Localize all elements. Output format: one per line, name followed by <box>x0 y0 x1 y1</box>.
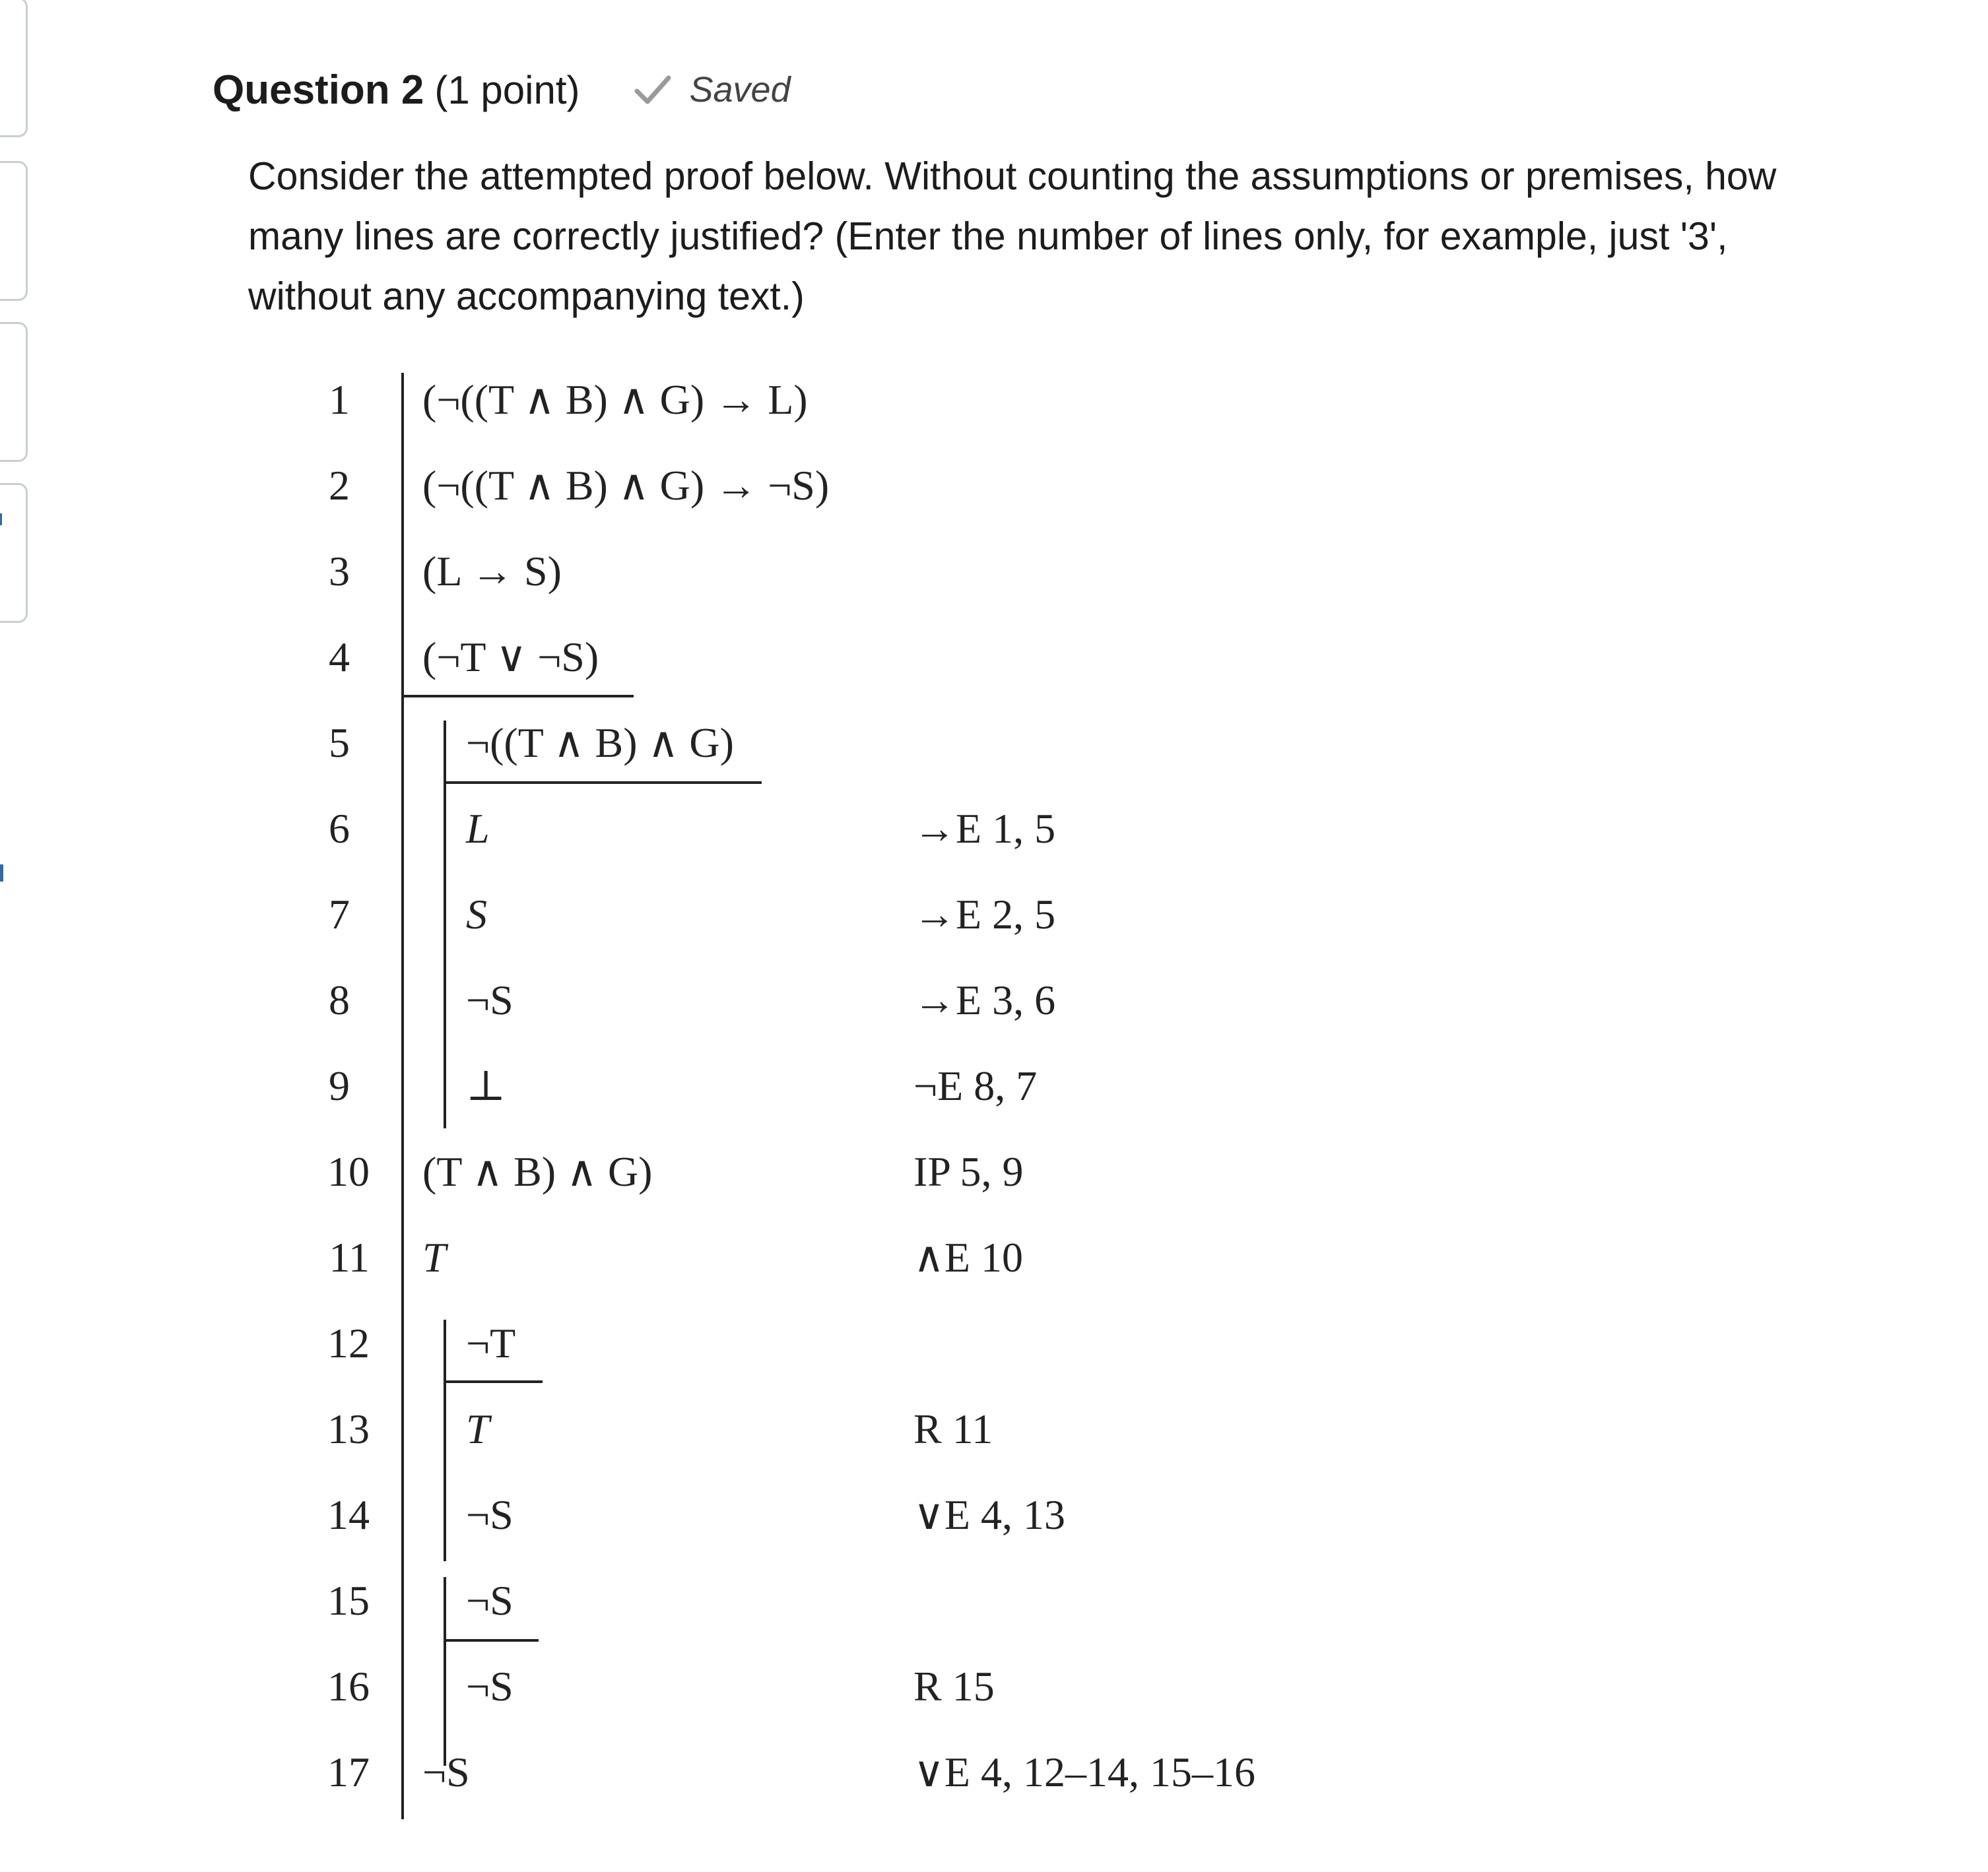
proof-formula: T <box>422 1234 446 1281</box>
proof-formula: ¬S <box>466 1491 514 1538</box>
side-card-3[interactable] <box>0 322 28 462</box>
question-points: (1 point) <box>434 67 580 112</box>
proof-justification: ¬E 8, 7 <box>913 1062 1038 1109</box>
check-icon <box>634 74 671 106</box>
subproof-2-line <box>444 1320 446 1561</box>
question-header <box>213 63 791 116</box>
side-card-2[interactable] <box>0 161 28 301</box>
proof-line-number: 10 <box>327 1148 370 1195</box>
proof-formula: (¬((T ∧ B) ∧ G) → L) <box>422 376 808 423</box>
proof-formula: ¬S <box>422 1749 470 1795</box>
question-label: Question 2 <box>213 67 424 113</box>
proof-formula: L <box>466 805 490 852</box>
proof-line-number: 16 <box>327 1663 370 1710</box>
proof-line-number: 11 <box>329 1234 370 1281</box>
side-card-4[interactable] <box>0 483 28 623</box>
proof-line-number: 17 <box>327 1749 370 1795</box>
proof-line-number: 7 <box>329 891 350 938</box>
side-card-indicator <box>0 513 2 525</box>
proof-line-number: 4 <box>329 633 350 680</box>
proof-justification: R 11 <box>913 1405 993 1452</box>
proof-line-number: 14 <box>327 1491 370 1538</box>
proof-justification: ∨E 4, 12–14, 15–16 <box>913 1749 1255 1795</box>
proof-formula: T <box>466 1405 490 1452</box>
proof-justification: IP 5, 9 <box>913 1148 1024 1195</box>
proof-line-number: 15 <box>327 1577 370 1624</box>
side-card-1[interactable] <box>0 0 28 137</box>
proof-line-number: 12 <box>327 1320 370 1367</box>
proof-formula: S <box>466 891 487 938</box>
proof-formula: ¬S <box>466 977 514 1023</box>
proof-line-number: 2 <box>329 462 350 509</box>
proof-line-number: 5 <box>329 719 350 766</box>
proof-justification: →E 1, 5 <box>913 805 1056 852</box>
proof-formula: (T ∧ B) ∧ G) <box>422 1148 653 1195</box>
proof-formula: (¬((T ∧ B) ∧ G) → ¬S) <box>422 462 830 509</box>
main-scope-line <box>401 373 404 1819</box>
proof-line-number: 13 <box>327 1405 370 1452</box>
proof-justification: →E 3, 6 <box>913 977 1056 1023</box>
proof-justification: →E 2, 5 <box>913 891 1056 938</box>
proof-formula: ⊥ <box>466 1062 506 1109</box>
proof-formula: ¬S <box>466 1663 514 1710</box>
proof-justification: ∨E 4, 13 <box>913 1491 1065 1538</box>
proof-formula: (¬T ∨ ¬S) <box>422 633 599 680</box>
subproof-1-divider <box>444 781 762 784</box>
proof-justification: ∧E 10 <box>913 1234 1023 1281</box>
proof-formula: ¬S <box>466 1577 514 1624</box>
proof-formula: (L → S) <box>422 548 562 595</box>
saved-status: Saved <box>689 70 791 110</box>
subproof-3-line <box>444 1577 446 1766</box>
proof-line-number: 3 <box>329 548 350 595</box>
question-prompt: Consider the attempted proof below. Without counting the assumptions or premises, how many lines are correctly justified? (Enter the number of lines only, for example, just '3', without any accompanying text.) <box>248 154 1777 318</box>
proof-line-number: 6 <box>329 805 350 852</box>
proof-justification: R 15 <box>913 1663 995 1710</box>
proof-formula: ¬T <box>466 1320 516 1367</box>
premise-divider <box>401 695 634 697</box>
proof-line-number: 1 <box>329 376 350 423</box>
side-progress-marker <box>0 864 3 882</box>
subproof-2-divider <box>444 1380 543 1383</box>
proof-line-number: 8 <box>329 977 350 1023</box>
proof-line-number: 9 <box>329 1062 350 1109</box>
proof-formula: ¬((T ∧ B) ∧ G) <box>466 719 734 766</box>
subproof-3-divider <box>444 1639 539 1642</box>
